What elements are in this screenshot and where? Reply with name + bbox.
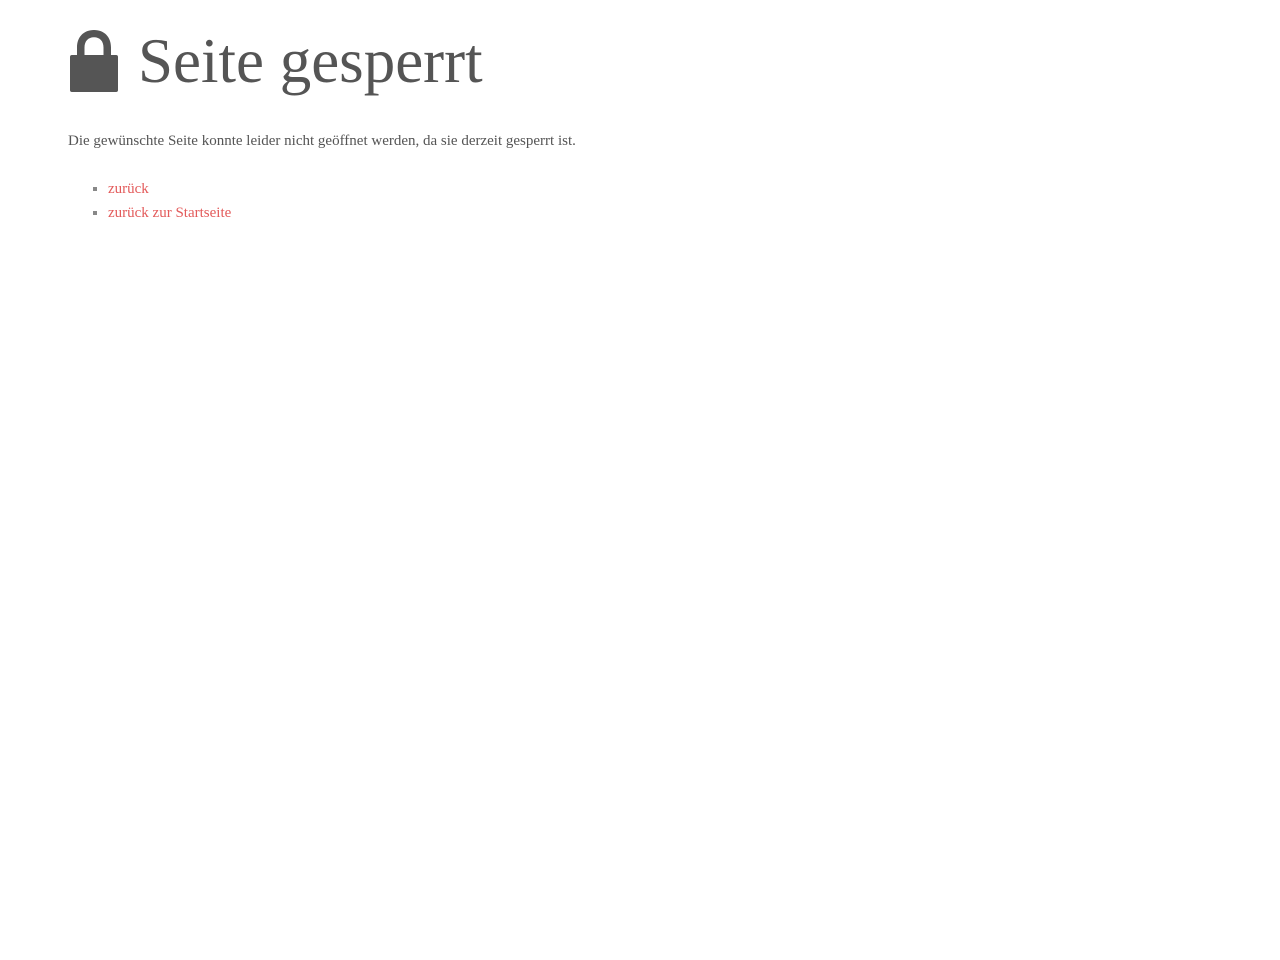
lock-icon [68,28,120,94]
locked-message: Die gewünschte Seite konnte leider nicht geöffnet werden, da sie derzeit gesperrt ist. [68,133,576,149]
page-header [68,25,1212,96]
action-link-list [68,179,1212,224]
home-link[interactable]: zurück zur Startseite [108,204,232,221]
back-link[interactable]: zurück [108,180,149,197]
locked-page [0,0,1280,223]
list-item [108,179,1212,199]
list-item [108,203,1212,223]
page-title: Seite gesperrt [138,25,483,96]
